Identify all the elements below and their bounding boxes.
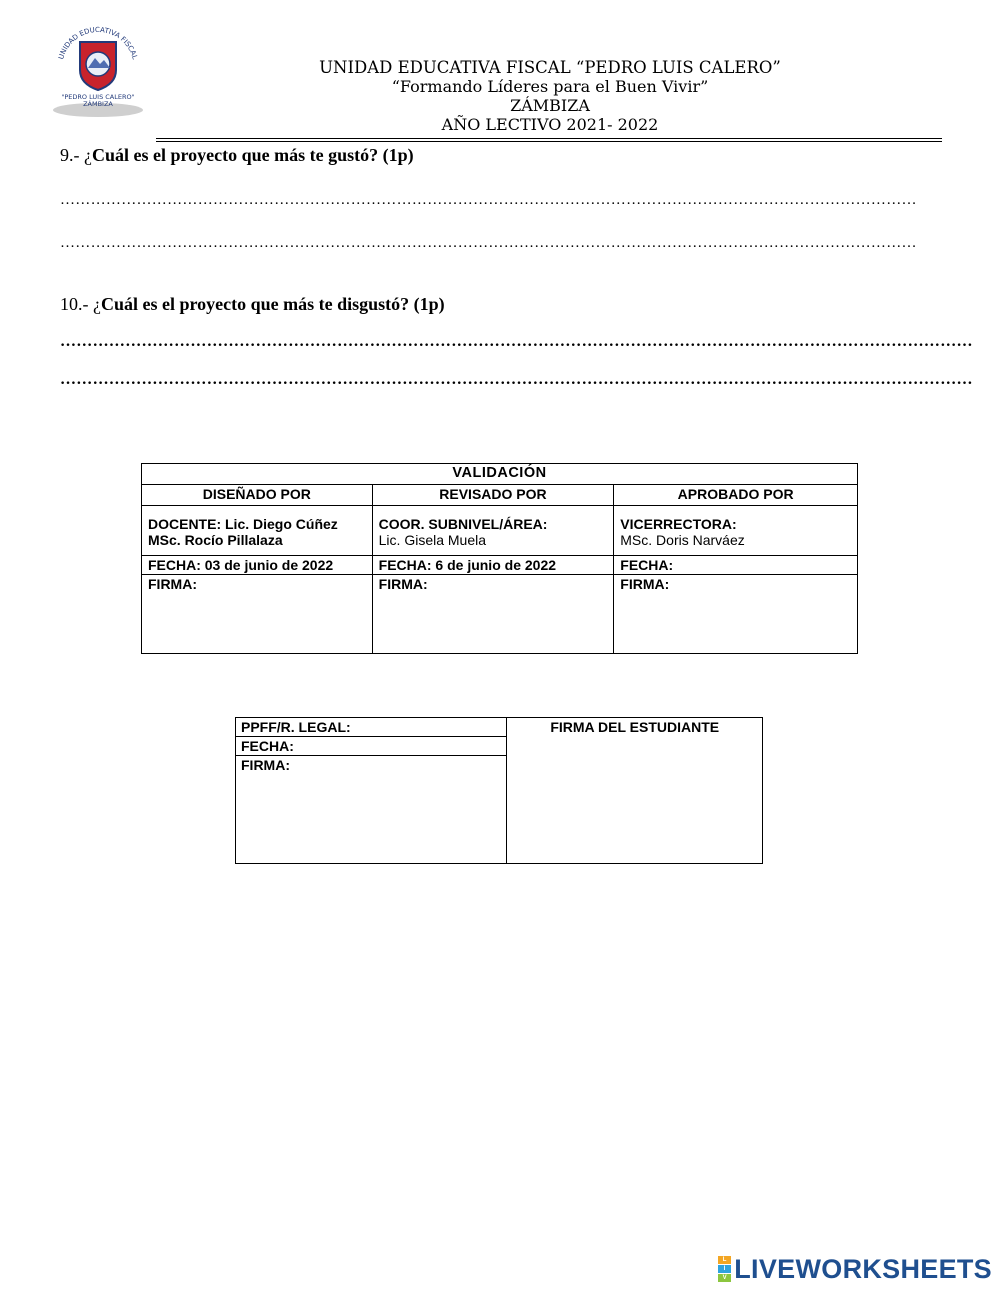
question-10-number: 10.- ¿ [60,294,101,314]
brand-name: LIVEWORKSHEETS [734,1254,992,1284]
school-year: AÑO LECTIVO 2021- 2022 [441,115,659,134]
live-badge-icon [718,1256,731,1283]
designed-firma[interactable]: FIRMA: [142,575,373,654]
validation-title: VALIDACIÓN [142,464,858,485]
reviewed-fecha: FECHA: 6 de junio de 2022 [372,556,614,575]
designed-role: DOCENTE [148,516,217,532]
answer-line-9-2[interactable]: …………………………………………………………………………………………………………………………………………………… [60,235,917,251]
col-approved: APROBADO POR [614,485,858,506]
approved-by-cell [614,506,858,556]
logo-text-top: UNIDAD EDUCATIVA FISCAL [57,25,139,61]
approved-firma[interactable]: FIRMA: [614,575,858,654]
reviewed-firma[interactable]: FIRMA: [372,575,614,654]
document-header [300,58,800,134]
answer-line-9-1[interactable]: …………………………………………………………………………………………………………………………………………………… [60,192,917,208]
approved-fecha[interactable]: FECHA: [614,556,858,575]
question-9 [60,145,414,166]
ppff-field[interactable]: PPFF/R. LEGAL: [236,718,507,737]
student-signature-table [235,717,763,864]
header-rule-top [156,138,942,139]
designed-fecha: FECHA: 03 de junio de 2022 [142,556,373,575]
badge-i: I [718,1265,731,1273]
student-signature-label: FIRMA DEL ESTUDIANTE [550,719,720,735]
question-10-text: Cuál es el proyecto que más te disgustó? (1p) [100,294,445,314]
designed-name-1: : Lic. Diego Cúñez [216,516,338,532]
logo-text-city: ZÁMBIZA [83,100,113,108]
col-designed: DISEÑADO POR [142,485,373,506]
logo-text-bottom: "PEDRO LUIS CALERO" [61,93,135,101]
answer-line-10-1[interactable]: …………………………………………………………………………………………………………………………………………………… [60,333,973,350]
school-logo [48,18,148,118]
badge-v: V [718,1274,731,1282]
validation-table [141,463,858,654]
liveworksheets-brand [718,1254,992,1285]
designed-name-2: MSc. Rocío Pillalaza [148,532,283,548]
guardian-fecha-field[interactable]: FECHA: [236,737,507,756]
approved-name: MSc. Doris Narváez [620,532,745,548]
designed-by-cell [142,506,373,556]
col-reviewed: REVISADO POR [372,485,614,506]
student-signature-box[interactable] [507,718,763,864]
question-10 [60,294,445,315]
school-motto: “Formando Líderes para el Buen Vivir” [391,77,709,96]
guardian-firma-field[interactable]: FIRMA: [236,756,507,864]
school-name: UNIDAD EDUCATIVA FISCAL “PEDRO LUIS CALERO” [319,58,781,77]
approved-role: VICERRECTORA: [620,516,737,532]
question-9-text: Cuál es el proyecto que más te gustó? (1p) [91,145,414,165]
school-location: ZÁMBIZA [510,96,590,115]
reviewed-role: COOR. SUBNIVEL/ÁREA: [378,516,548,532]
question-9-number: 9.- ¿ [60,145,92,165]
reviewed-by-cell [372,506,614,556]
badge-l: L [718,1256,731,1264]
reviewed-name: Lic. Gisela Muela [378,532,487,548]
header-rule-bottom [156,141,942,142]
answer-line-10-2[interactable]: …………………………………………………………………………………………………………………………………………………… [60,371,973,388]
